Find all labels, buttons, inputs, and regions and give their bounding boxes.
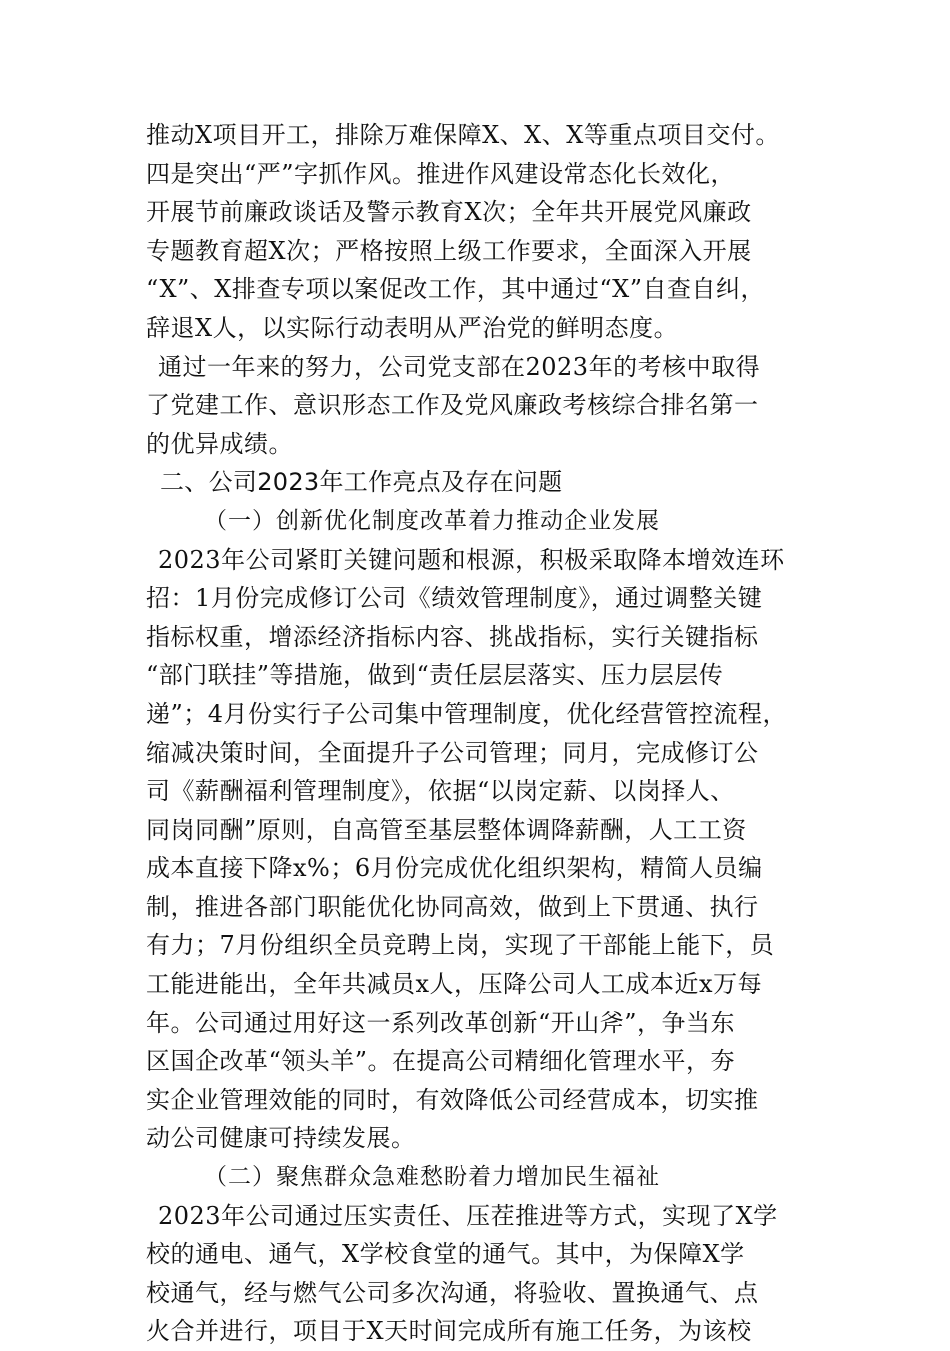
document-page bbox=[146, 116, 810, 1351]
text-line: 招：1月份完成修订公司《绩效管理制度》，通过调整关键 bbox=[146, 584, 763, 613]
text-line: 火合并进行，项目于X天时间完成所有施工任务，为该校 bbox=[146, 1317, 752, 1346]
text-line: 专题教育超X次；严格按照上级工作要求，全面深入开展 bbox=[146, 236, 752, 265]
paragraph-summary bbox=[146, 348, 810, 464]
text-line: 2023年公司通过压实责任、压茬推进等方式，实现了X学 bbox=[158, 1201, 778, 1230]
text-line: 区国企改革“领头羊”。在提高公司精细化管理水平，夯 bbox=[146, 1047, 736, 1076]
text-line: 辞退X人，以实际行动表明从严治党的鲜明态度。 bbox=[146, 313, 679, 342]
text-line: 校通气，经与燃气公司多次沟通，将验收、置换通气、点 bbox=[146, 1278, 759, 1307]
text-line: 实企业管理效能的同时，有效降低公司经营成本，切实推 bbox=[146, 1085, 759, 1114]
text-line: “X”、X排查专项以案促改工作，其中通过“X”自查自纠， bbox=[146, 275, 766, 304]
text-line: “部门联挂”等措施，做到“责任层层落实、压力层层传 bbox=[146, 661, 724, 690]
text-line: 校的通电、通气，X学校食堂的通气。其中，为保障X学 bbox=[146, 1240, 745, 1269]
text-line: 推动X项目开工，排除万难保障X、X、X等重点项目交付。 bbox=[146, 121, 780, 149]
text-line: 成本直接下降x%；6月份完成优化组织架构，精简人员编 bbox=[146, 854, 763, 883]
text-line: 2023年公司紧盯关键问题和根源，积极采取降本增效连环 bbox=[158, 545, 785, 574]
subsection-title-1: （一）创新优化制度改革着力推动企业发展 bbox=[204, 507, 660, 534]
text-line: 司《薪酬福利管理制度》，依据“以岗定薪、以岗择人、 bbox=[146, 777, 735, 806]
text-line: 递”；4月份实行子公司集中管理制度，优化经营管控流程， bbox=[146, 699, 788, 728]
text-line: 动公司健康可持续发展。 bbox=[146, 1124, 416, 1153]
text-line: 通过一年来的努力，公司党支部在2023年的考核中取得 bbox=[158, 352, 761, 381]
text-line: 指标权重，增添经济指标内容、挑战指标，实行关键指标 bbox=[146, 622, 759, 651]
text-line: 制，推进各部门职能优化协同高效，做到上下贯通、执行 bbox=[146, 892, 759, 921]
subsection-title-2: （二）聚焦群众急难愁盼着力增加民生福祉 bbox=[204, 1164, 660, 1191]
text-line: 同岗同酬”原则，自高管至基层整体调降薪酬，人工工资 bbox=[146, 815, 747, 844]
section-heading: 二、公司2023年工作亮点及存在问题 bbox=[160, 468, 563, 497]
paragraph-system-reform bbox=[146, 541, 810, 1159]
text-line: 的优异成绩。 bbox=[146, 429, 293, 458]
paragraph-livelihood bbox=[146, 1197, 810, 1351]
text-line: 缩减决策时间，全面提升子公司管理；同月，完成修订公 bbox=[146, 738, 759, 767]
text-line: 工能进能出，全年共减员x人，压降公司人工成本近x万每 bbox=[146, 970, 763, 999]
paragraph-work-style bbox=[146, 116, 810, 348]
text-line: 有力；7月份组织全员竞聘上岗，实现了干部能上能下，员 bbox=[146, 931, 775, 960]
text-line: 了党建工作、意识形态工作及党风廉政考核综合排名第一 bbox=[146, 391, 759, 420]
text-line: 四是突出“严”字抓作风。推进作风建设常态化长效化， bbox=[146, 159, 736, 188]
text-line: 年。公司通过用好这一系列改革创新“开山斧”，争当东 bbox=[146, 1008, 736, 1037]
text-line: 开展节前廉政谈话及警示教育X次；全年共开展党风廉政 bbox=[146, 198, 752, 227]
